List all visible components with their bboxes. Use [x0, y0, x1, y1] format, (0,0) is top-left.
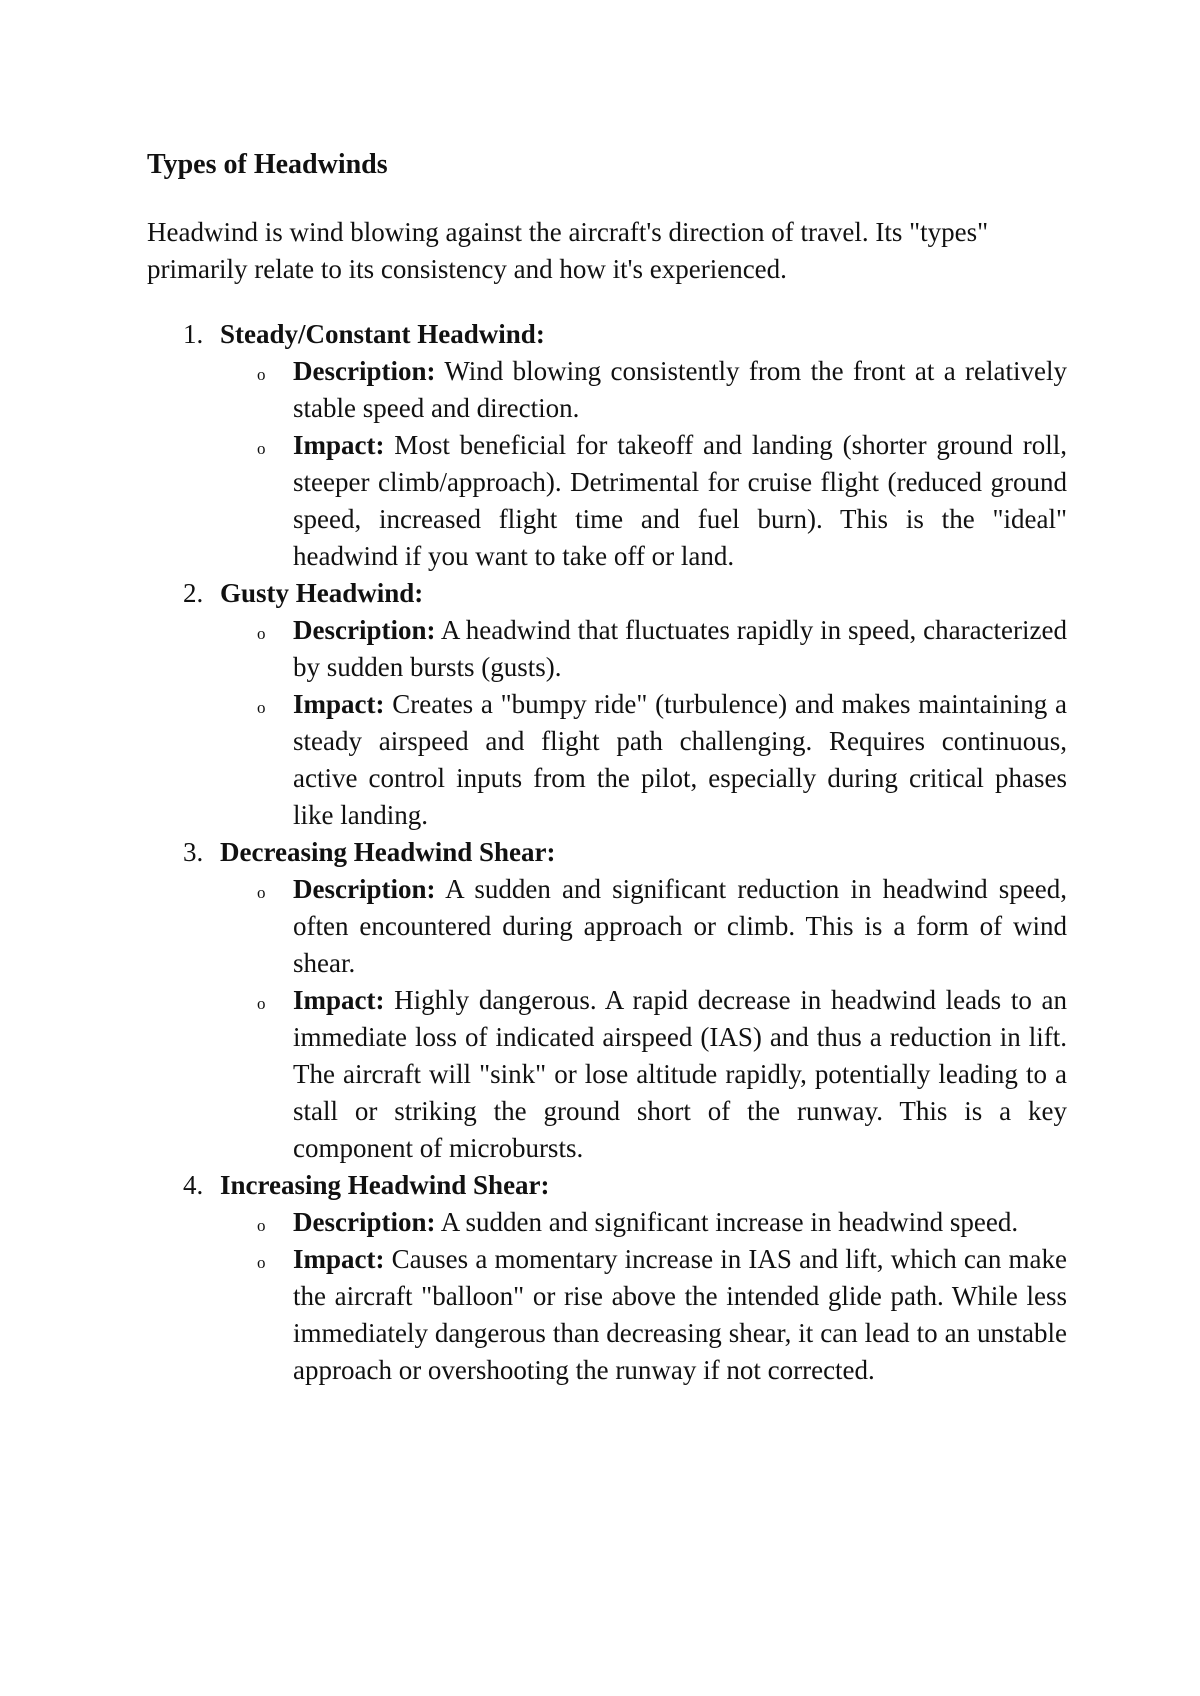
sub-item-impact — [147, 982, 1067, 1167]
sub-item-description — [147, 612, 1067, 686]
intro-paragraph: Headwind is wind blowing against the aircraft's direction of travel. Its "types" primarily relate to its consistency and how it's experienced. — [147, 217, 989, 284]
list-number: 1. — [183, 319, 204, 349]
type-heading — [147, 1167, 1067, 1204]
sub-item-text: A sudden and significant increase in headwind speed. — [435, 1207, 1019, 1237]
type-item-increasing-shear — [147, 1167, 1067, 1389]
headwind-types-list — [147, 316, 1067, 1389]
bullet-icon: o — [257, 698, 266, 717]
sub-item-text: A headwind that fluctuates rapidly in speed, characterized by sudden bursts (gusts). — [293, 615, 1067, 682]
type-item-steady — [147, 316, 1067, 575]
list-number: 4. — [183, 1170, 204, 1200]
sub-item-label: Impact: — [293, 985, 385, 1015]
sub-list — [147, 353, 1067, 575]
sub-item-impact — [147, 686, 1067, 834]
list-number: 2. — [183, 578, 204, 608]
sub-item-label: Description: — [293, 874, 436, 904]
sub-item-description — [147, 1204, 1067, 1241]
sub-item-text: Wind blowing consistently from the front at a relatively stable speed and direction. — [293, 356, 1067, 423]
type-heading — [147, 834, 1067, 871]
bullet-icon: o — [257, 883, 266, 902]
sub-item-text: Causes a momentary increase in IAS and lift, which can make the aircraft "balloon" or rise above the intended glide path. While less immediately dangerous than decreasing shear, it can lead to an unstable approach or overshooting the runway if not corrected. — [293, 1244, 1067, 1385]
type-heading-text: Decreasing Headwind Shear: — [220, 837, 556, 867]
sub-item-impact — [147, 1241, 1067, 1389]
sub-item-description — [147, 353, 1067, 427]
sub-item-label: Impact: — [293, 1244, 385, 1274]
bullet-icon: o — [257, 624, 266, 643]
sub-item-label: Description: — [293, 615, 436, 645]
type-heading-text: Gusty Headwind: — [220, 578, 424, 608]
type-heading-text: Steady/Constant Headwind: — [220, 319, 545, 349]
bullet-icon: o — [257, 439, 266, 458]
sub-item-label: Description: — [293, 356, 436, 386]
sub-item-text: Most beneficial for takeoff and landing (shorter ground roll, steeper climb/approach). Detrimental for cruise flight (reduced ground speed, increased flight time and fuel burn). This is the "ideal" headwind if you want to take off or land. — [293, 430, 1067, 571]
sub-item-label: Impact: — [293, 430, 385, 460]
sub-item-label: Description: — [293, 1207, 436, 1237]
type-heading-text: Increasing Headwind Shear: — [220, 1170, 550, 1200]
bullet-icon: o — [257, 1216, 266, 1235]
sub-list — [147, 871, 1067, 1167]
sub-list — [147, 1204, 1067, 1389]
type-item-decreasing-shear — [147, 834, 1067, 1167]
sub-item-label: Impact: — [293, 689, 385, 719]
type-heading — [147, 316, 1067, 353]
bullet-icon: o — [257, 994, 266, 1013]
sub-item-text: Highly dangerous. A rapid decrease in headwind leads to an immediate loss of indicated airspeed (IAS) and thus a reduction in lift. The aircraft will "sink" or lose altitude rapidly, potentially leading to a stall or striking the ground short of the runway. This is a key component of microbursts. — [293, 985, 1067, 1163]
document-title: Types of Headwinds — [147, 149, 388, 180]
type-item-gusty — [147, 575, 1067, 834]
bullet-icon: o — [257, 365, 266, 384]
sub-list — [147, 612, 1067, 834]
sub-item-text: Creates a "bumpy ride" (turbulence) and makes maintaining a steady airspeed and flight path challenging. Requires continuous, active control inputs from the pilot, especially during critical phases like landing. — [293, 689, 1067, 830]
sub-item-impact — [147, 427, 1067, 575]
list-number: 3. — [183, 837, 204, 867]
type-heading — [147, 575, 1067, 612]
sub-item-text: A sudden and significant reduction in headwind speed, often encountered during approach or climb. This is a form of wind shear. — [293, 874, 1067, 978]
bullet-icon: o — [257, 1253, 266, 1272]
sub-item-description — [147, 871, 1067, 982]
